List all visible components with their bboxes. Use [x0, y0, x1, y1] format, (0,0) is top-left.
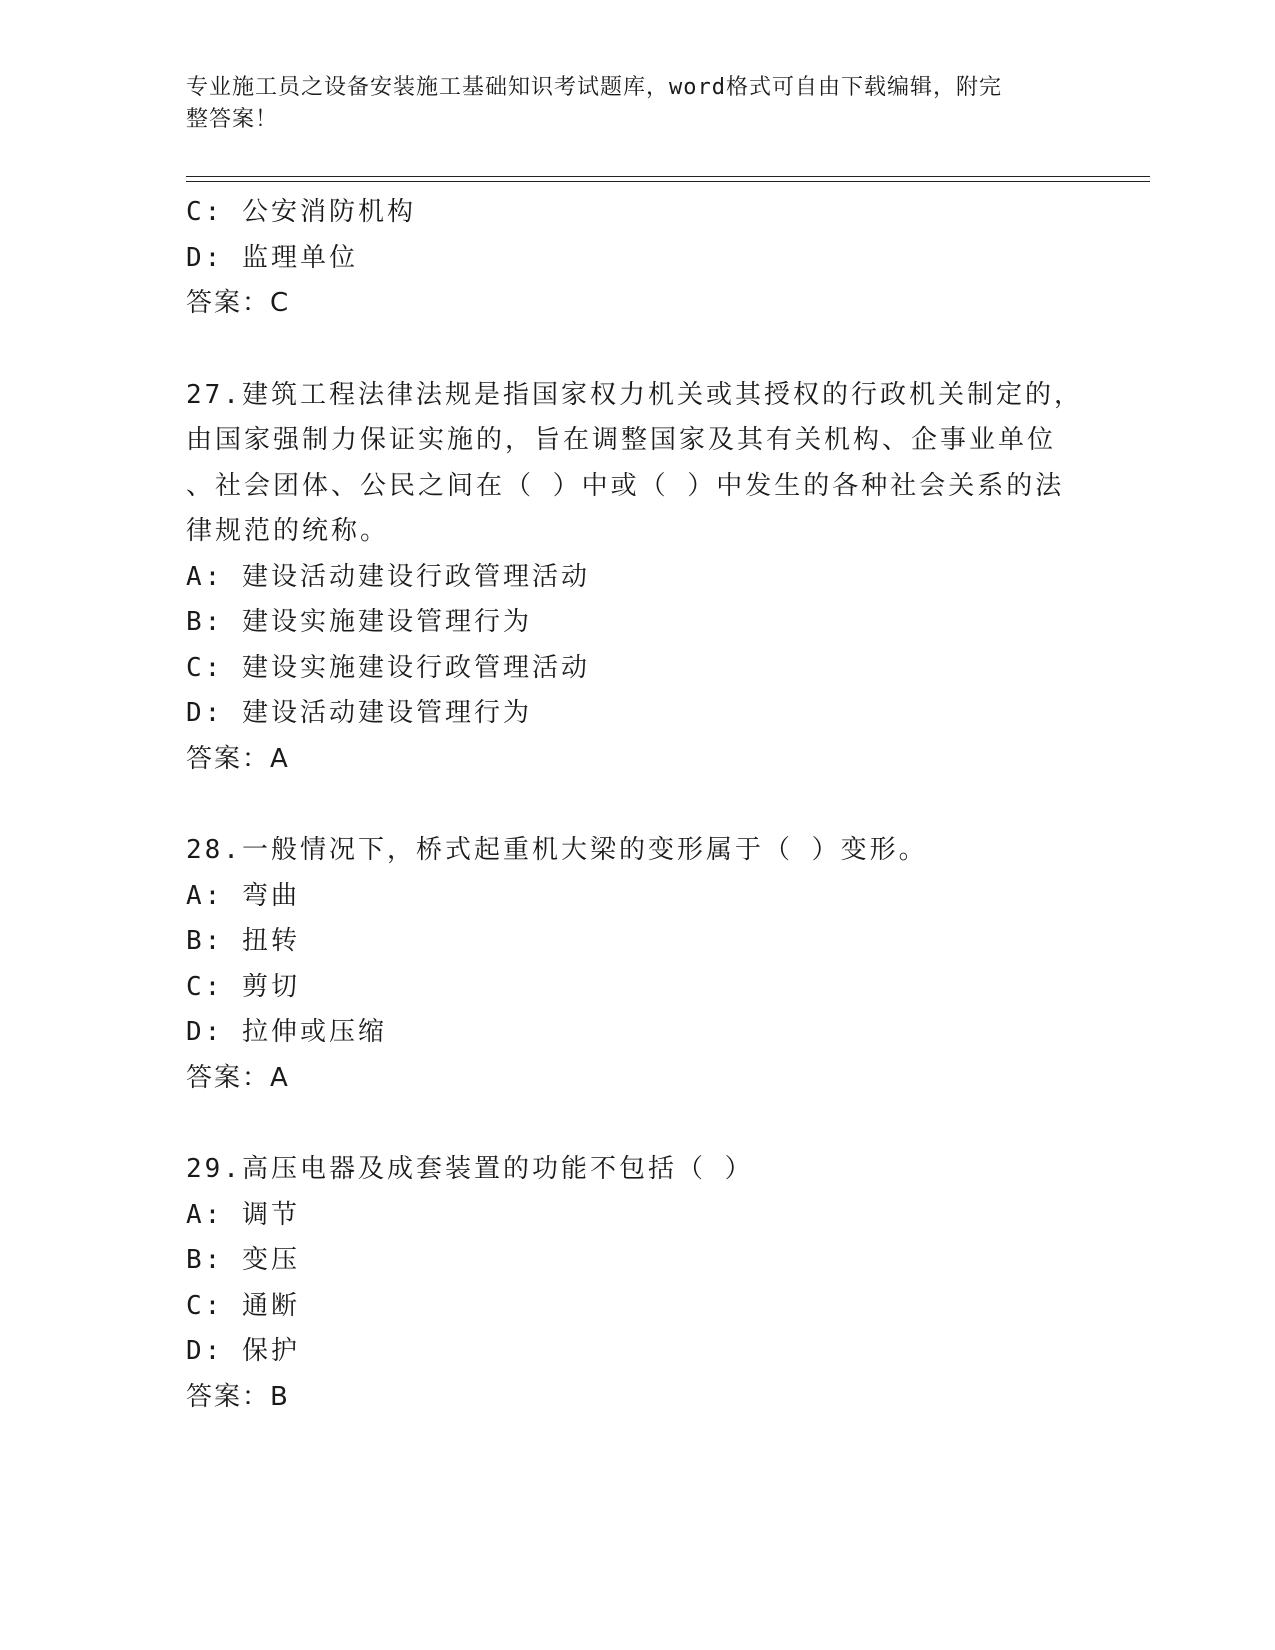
question-line: 、社会团体、公民之间在（ ）中或（ ）中发生的各种社会关系的法 — [186, 470, 1065, 501]
question-line: 律规范的统称。 — [186, 516, 390, 546]
option-c: C: 通断 — [186, 1290, 300, 1321]
option-c: C: 剪切 — [186, 971, 300, 1002]
option-a: A: 调节 — [186, 1199, 300, 1230]
question-text: 28.一般情况下，桥式起重机大梁的变形属于（ ）变形。 — [186, 835, 928, 865]
option-b: B: 变压 — [186, 1245, 300, 1275]
header-line-1: 专业施工员之设备安装施工基础知识考试题库，word格式可自由下载编辑，附完 — [186, 75, 1002, 100]
question-block-26 — [186, 190, 1066, 327]
header-double-rule — [186, 176, 1150, 182]
option-d: D: 保护 — [186, 1336, 300, 1366]
answer-line: 答案：A — [186, 1062, 290, 1093]
option-a: A: 建设活动建设行政管理活动 — [186, 561, 590, 592]
question-line: 27.建筑工程法律法规是指国家权力机关或其授权的行政机关制定的， — [186, 379, 1083, 410]
option-c: C: 建设实施建设行政管理活动 — [186, 652, 590, 683]
option-b: B: 扭转 — [186, 926, 300, 956]
option-a: A: 弯曲 — [186, 880, 300, 911]
question-list — [186, 190, 1083, 1420]
question-line: 由国家强制力保证实施的，旨在调整国家及其有关机构、企事业单位 — [186, 425, 1057, 455]
answer-line: 答案：C — [186, 288, 291, 318]
question-text: 29.高压电器及成套装置的功能不包括（ ） — [186, 1154, 754, 1184]
option-b: B: 建设实施建设管理行为 — [186, 607, 532, 637]
question-block-27 — [186, 373, 1083, 783]
option-d: D: 监理单位 — [186, 242, 358, 273]
question-block-29 — [186, 1147, 1066, 1420]
header-line-2: 整答案！ — [186, 107, 279, 132]
question-text — [186, 373, 1083, 555]
page-header — [186, 72, 1066, 136]
question-block-28 — [186, 828, 1066, 1101]
answer-line: 答案：B — [186, 1381, 290, 1412]
option-c: C: 公安消防机构 — [186, 197, 416, 227]
option-d: D: 建设活动建设管理行为 — [186, 698, 532, 728]
answer-line: 答案：A — [186, 743, 290, 774]
option-d: D: 拉伸或压缩 — [186, 1017, 387, 1047]
